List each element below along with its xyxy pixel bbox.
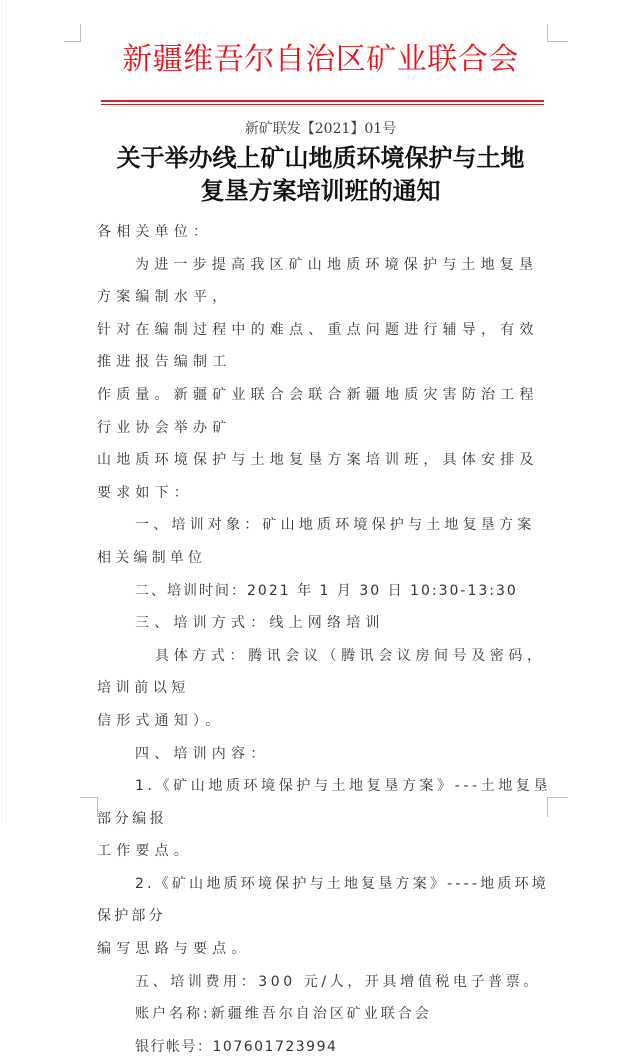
header-rule-thin — [101, 104, 544, 105]
item-content-1-line-2: 工作要点。 — [97, 843, 193, 860]
intro-paragraph-line-4: 山地质环境保护与土地复垦方案培训班，具体安排及要求如下： — [97, 452, 539, 501]
salutation: 各相关单位： — [97, 224, 213, 240]
item-content-heading: 四、培训内容： — [135, 745, 270, 762]
item-training-target: 一、培训对象：矿山地质环境保护与土地复垦方案相关编制单位 — [97, 517, 536, 566]
account-name: 账户名称:新疆维吾尔自治区矿业联合会 — [135, 1006, 432, 1023]
document-body — [97, 216, 552, 1063]
document-title-line-1: 关于举办线上矿山地质环境保护与土地 — [116, 144, 525, 172]
intro-paragraph-line-3: 作质量。新疆矿业联合会联合新疆地质灾害防治工程行业协会举办矿 — [97, 386, 539, 436]
organization-header: 新疆维吾尔自治区矿业联合会 — [122, 42, 519, 77]
document-title — [0, 142, 641, 208]
item-training-fee: 五、培训费用：300 元/人，开具增值税电子普票。 — [135, 973, 541, 990]
document-number: 新矿联发【2021】01号 — [244, 121, 397, 137]
header-rule-thick — [101, 100, 544, 102]
item-training-method: 三、培训方式：线上网络培训 — [135, 615, 385, 632]
intro-paragraph-line-1: 为进一步提高我区矿山地质环境保护与土地复垦方案编制水平， — [97, 256, 539, 306]
bank-account-number: 银行帐号：107601723994 — [135, 1038, 338, 1055]
item-content-2-line-1: 2.《矿山地质环境保护与土地复垦方案》----地质环境保护部分 — [97, 875, 549, 925]
item-content-1-line-1: 1.《矿山地质环境保护与土地复垦方案》---土地复垦部分编报 — [97, 778, 552, 827]
item-method-detail-line-2: 信形式通知）。 — [97, 712, 225, 729]
document-title-line-2: 复垦方案培训班的通知 — [200, 177, 441, 205]
item-method-detail-line-1: 具体方式：腾讯会议（腾讯会议房间号及密码，培训前以短 — [97, 647, 546, 697]
intro-paragraph-line-2: 针对在编制过程中的难点、重点问题进行辅导，有效推进报告编制工 — [97, 321, 539, 371]
corner-mark-bottom-left-h — [80, 797, 97, 798]
item-content-2-line-2: 编写思路与要点。 — [97, 941, 251, 958]
item-training-time: 二、培训时间：2021 年 1 月 30 日 10:30-13:30 — [135, 582, 518, 599]
